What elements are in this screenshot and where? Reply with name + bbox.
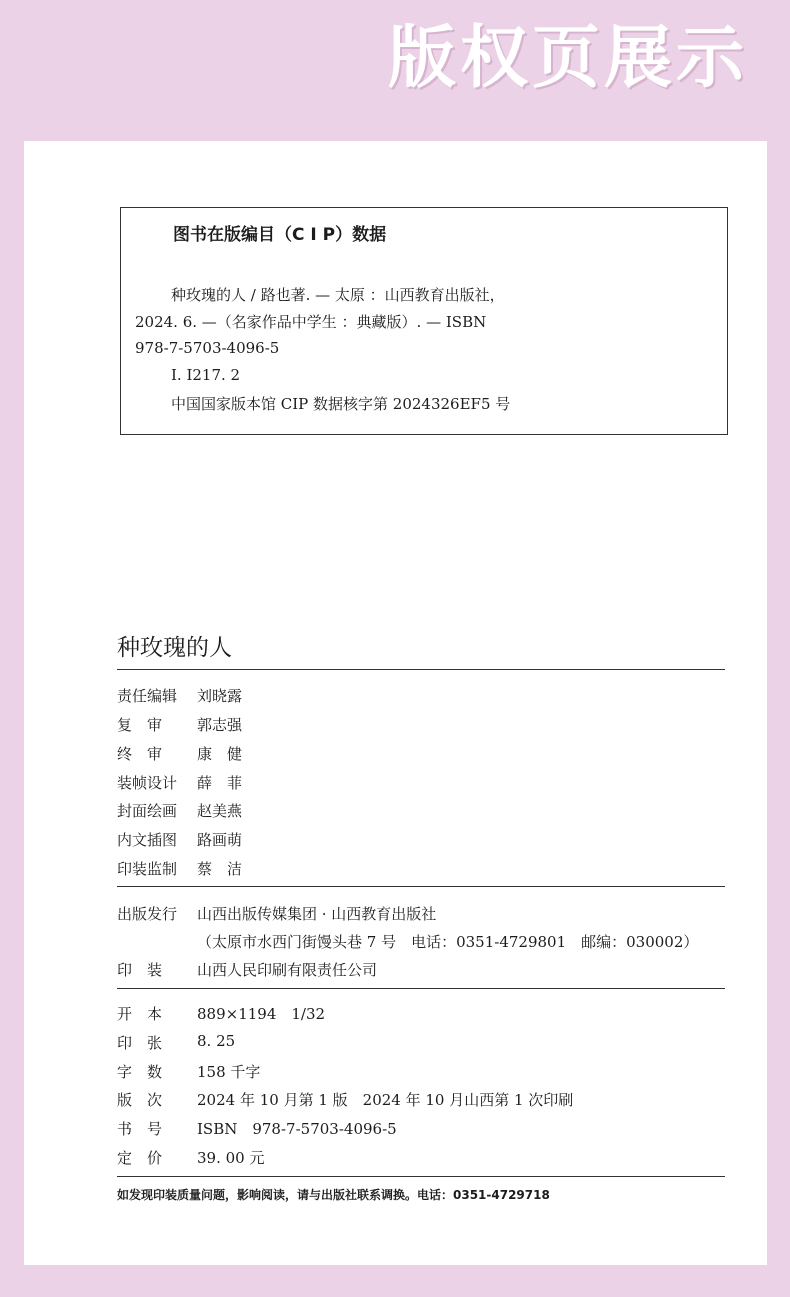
credit-row <box>117 685 242 706</box>
spec-row <box>117 1118 397 1139</box>
spec-row <box>117 1003 325 1024</box>
credit-value: 康 健 <box>197 745 243 763</box>
banner-title: 版权页展示 <box>387 19 748 98</box>
publisher-row <box>117 903 436 924</box>
spec-value: ISBN 978-7-5703-4096-5 <box>197 1120 397 1138</box>
credit-value: 郭志强 <box>197 716 243 734</box>
spec-label: 印 张 <box>117 1034 163 1052</box>
publisher-value: 山西出版传媒集团 · 山西教育出版社 <box>197 905 437 923</box>
credit-value: 刘晓露 <box>197 687 243 705</box>
cip-line-3: 978-7-5703-4096-5 <box>135 339 280 357</box>
spec-row <box>117 1061 260 1082</box>
cip-heading: 图书在版编目（C I P）数据 <box>173 225 387 245</box>
spec-label: 定 价 <box>117 1149 163 1167</box>
spec-value: 8. 25 <box>197 1032 236 1050</box>
spec-label: 版 次 <box>117 1091 163 1109</box>
divider <box>117 988 725 989</box>
printer-row <box>117 959 377 980</box>
credit-row <box>117 829 242 850</box>
copyright-page <box>24 141 767 1265</box>
credit-row <box>117 772 242 793</box>
cip-line-5: 中国国家版本馆 CIP 数据核字第 2024326EF5 号 <box>171 395 511 413</box>
credit-label: 责任编辑 <box>117 687 178 705</box>
spec-row <box>117 1147 264 1168</box>
cip-line-2: 2024. 6. —（名家作品中学生 ：典藏版）. — ISBN <box>135 313 487 331</box>
publisher-label: 出版发行 <box>117 905 178 923</box>
printer-value: 山西人民印刷有限责任公司 <box>197 961 378 979</box>
publisher-address-text: （太原市水西门街馒头巷 7 号 电话：0351-4729801 邮编：030002） <box>197 933 699 951</box>
divider <box>117 669 725 670</box>
credit-value: 赵美燕 <box>197 802 243 820</box>
footer-note: 如发现印装质量问题，影响阅读，请与出版社联系调换。电话：0351-4729718 <box>117 1188 550 1202</box>
credit-label: 封面绘画 <box>117 802 178 820</box>
spec-value: 158 千字 <box>197 1063 261 1081</box>
credit-label: 印装监制 <box>117 860 178 878</box>
credit-value: 薛 菲 <box>197 774 243 792</box>
book-title: 种玫瑰的人 <box>117 635 232 661</box>
divider <box>117 886 725 887</box>
spec-row <box>117 1089 573 1110</box>
cip-line-4: Ⅰ. I217. 2 <box>171 366 241 384</box>
spec-value: 889×1194 1/32 <box>197 1005 326 1023</box>
spec-label: 开 本 <box>117 1005 163 1023</box>
credit-row <box>117 714 242 735</box>
credit-row <box>117 858 242 879</box>
credit-label: 复 审 <box>117 716 163 734</box>
credit-row <box>117 743 242 764</box>
publisher-address <box>197 931 698 952</box>
credit-label: 终 审 <box>117 745 163 763</box>
divider <box>117 1176 725 1177</box>
printer-label: 印 装 <box>117 961 163 979</box>
credit-label: 内文插图 <box>117 831 178 849</box>
spec-value: 39. 00 元 <box>197 1149 265 1167</box>
credit-value: 蔡 洁 <box>197 860 243 878</box>
credit-value: 路画萌 <box>197 831 243 849</box>
cip-box <box>120 207 728 435</box>
cip-line-1: 种玫瑰的人 / 路也著. — 太原 ：山西教育出版社， <box>171 286 505 304</box>
credit-row <box>117 800 242 821</box>
spec-label: 书 号 <box>117 1120 163 1138</box>
spec-label: 字 数 <box>117 1063 163 1081</box>
spec-value: 2024 年 10 月第 1 版 2024 年 10 月山西第 1 次印刷 <box>197 1091 574 1109</box>
credit-label: 装帧设计 <box>117 774 178 792</box>
spec-row <box>117 1032 235 1053</box>
